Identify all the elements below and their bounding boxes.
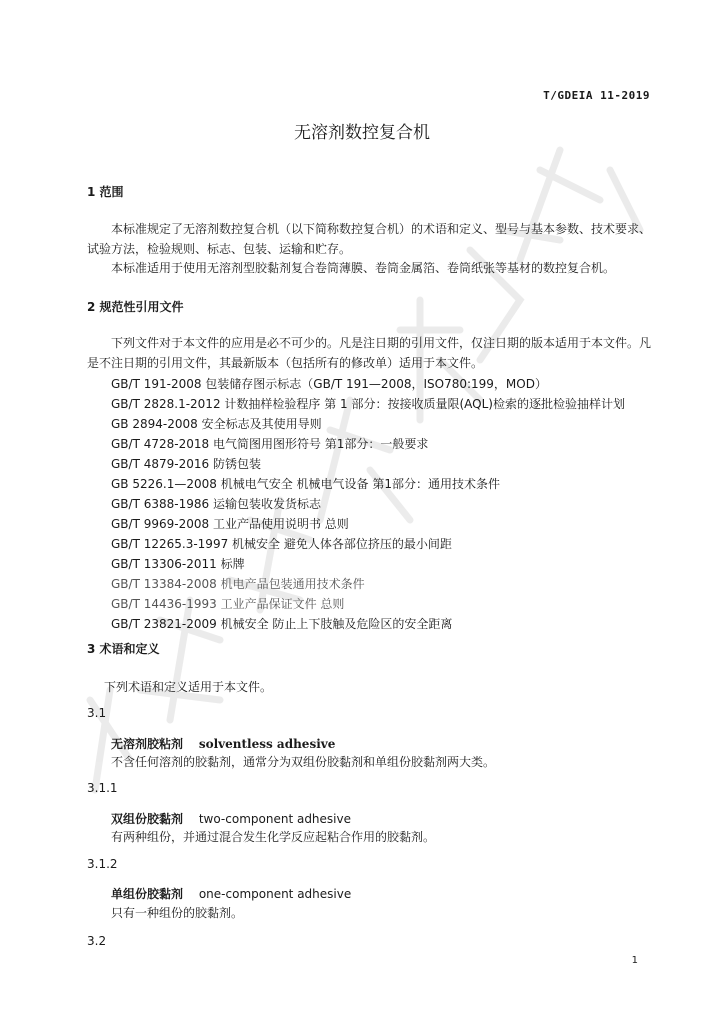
reference-item: GB/T 13384-2008 机电产品包装通用技术条件 xyxy=(111,577,365,591)
term-entry xyxy=(111,735,335,752)
clause-number: 3.1 xyxy=(87,706,107,720)
section-1-heading: 1 范围 xyxy=(87,185,124,199)
page-number: 1 xyxy=(631,955,638,966)
term-chinese: 双组份胶黏剂 xyxy=(111,812,184,826)
section-1-paragraph-1: 本标准规定了无溶剂数控复合机（以下简称数控复合机）的术语和定义、型号与基本参数、技术要求、试验方法，检验规则、标志、包装、运输和贮存。 xyxy=(87,222,652,256)
term-entry xyxy=(111,885,351,902)
section-3-heading: 3 术语和定义 xyxy=(87,642,160,656)
term-definition: 只有一种组份的胶黏剂。 xyxy=(111,906,244,920)
term-english: solventless adhesive xyxy=(198,737,336,751)
clause-number: 3.1.1 xyxy=(87,781,118,795)
section-3-intro: 下列术语和定义适用于本文件。 xyxy=(104,680,273,694)
reference-item: GB/T 13306-2011 标牌 xyxy=(111,557,245,571)
reference-item: GB/T 2828.1-2012 计数抽样检验程序 第 1 部分：按接收质量限(AQL)检索的逐批检验抽样计划 xyxy=(111,397,625,411)
reference-item: GB/T 6388-1986 运输包装收发货标志 xyxy=(111,497,321,511)
term-entry xyxy=(111,810,351,827)
reference-item: GB/T 4728-2018 电气简图用图形符号 第1部分：一般要求 xyxy=(111,437,429,451)
term-english: one-component adhesive xyxy=(198,887,352,901)
term-english: two-component adhesive xyxy=(198,812,351,826)
section-2-heading: 2 规范性引用文件 xyxy=(87,300,184,314)
term-chinese: 单组份胶黏剂 xyxy=(111,887,184,901)
standard-id: T/GDEIA 11-2019 xyxy=(543,89,650,102)
reference-item: GB/T 12265.3-1997 机械安全 避免人体各部位挤压的最小间距 xyxy=(111,537,452,551)
reference-item: GB 2894-2008 安全标志及其使用导则 xyxy=(111,417,322,431)
reference-item: GB/T 9969-2008 工业产品使用说明书 总则 xyxy=(111,517,349,531)
reference-item: GB/T 14436-1993 工业产品保证文件 总则 xyxy=(111,597,345,611)
reference-item: GB/T 4879-2016 防锈包装 xyxy=(111,457,261,471)
reference-item: GB 5226.1—2008 机械电气安全 机械电气设备 第1部分：通用技术条件 xyxy=(111,477,500,491)
section-2-intro: 下列文件对于本文件的应用是必不可少的。凡是注日期的引用文件，仅注日期的版本适用于本文件。凡是不注日期的引用文件，其最新版本（包括所有的修改单）适用于本文件。 xyxy=(87,336,652,370)
reference-item: GB/T 191-2008 包装储存图示标志（GB/T 191—2008，ISO780:199，MOD） xyxy=(111,377,547,391)
clause-number: 3.2 xyxy=(87,934,107,948)
reference-item: GB/T 23821-2009 机械安全 防止上下肢触及危险区的安全距离 xyxy=(111,617,453,631)
term-definition: 有两种组份，并通过混合发生化学反应起粘合作用的胶黏剂。 xyxy=(111,830,436,844)
term-chinese: 无溶剂胶粘剂 xyxy=(111,737,184,751)
document-title: 无溶剂数控复合机 xyxy=(294,123,430,143)
section-1-paragraph-2: 本标准适用于使用无溶剂型胶黏剂复合卷筒薄膜、卷筒金属箔、卷筒纸张等基材的数控复合机。 xyxy=(111,261,616,275)
clause-number: 3.1.2 xyxy=(87,857,118,871)
term-definition: 不含任何溶剂的胶黏剂，通常分为双组份胶黏剂和单组份胶黏剂两大类。 xyxy=(111,755,496,769)
